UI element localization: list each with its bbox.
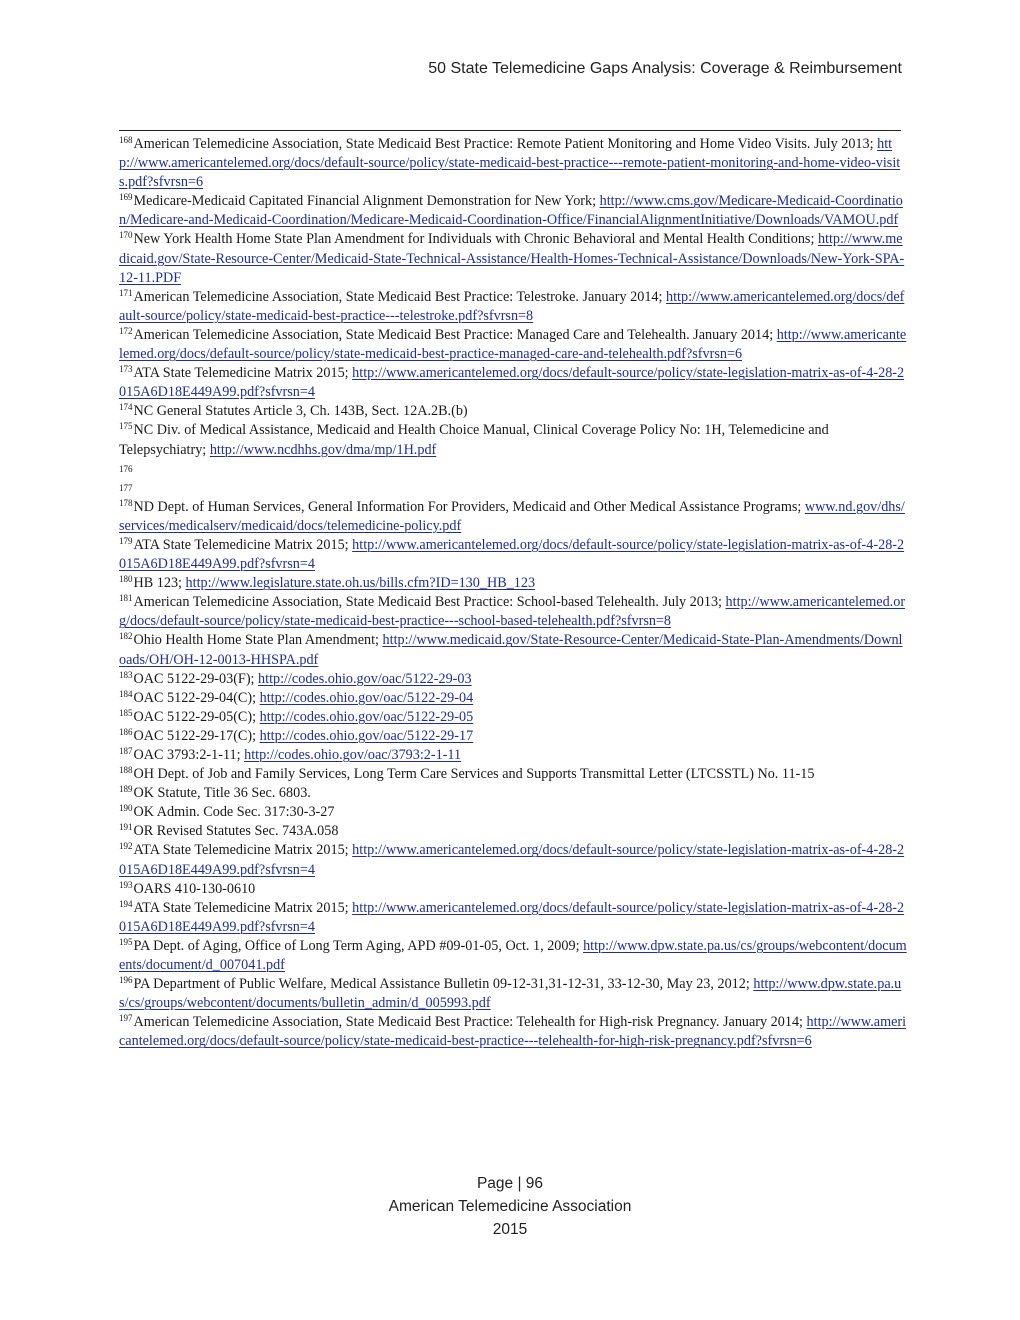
footnote-link[interactable]: http://codes.ohio.gov/oac/5122-29-17 xyxy=(259,727,474,744)
footnote-number: 168 xyxy=(119,135,133,145)
footnote-number: 184 xyxy=(119,688,133,699)
footnote-176 xyxy=(119,460,909,479)
footnote-number: 169 xyxy=(119,192,133,203)
footnote-text: NC Div. of Medical Assistance, Medicaid and Health Choice Manual, Clinical Coverage Policy No: 1H, Telemedicine and Telepsychiatry; xyxy=(119,422,829,458)
footnote-link[interactable]: http://www.americantelemed.org/docs/default-source/policy/state-legislation-matrix-as-of-4-28-2015A6D18E449A99.pdf?sfvrsn=4 xyxy=(119,536,905,573)
footnote-number: 173 xyxy=(119,364,133,375)
footnote-number: 183 xyxy=(119,669,133,680)
footnote-number: 192 xyxy=(119,841,133,852)
footnote-text: OAC 5122-29-05(C); xyxy=(133,708,260,725)
footnote-text: ATA State Telemedicine Matrix 2015; xyxy=(133,365,353,382)
footnote-link[interactable]: http://www.dpw.state.pa.us/cs/groups/webcontent/documents/document/d_007041.pdf xyxy=(119,937,907,974)
footnote-text: Ohio Health Home State Plan Amendment; xyxy=(133,632,383,649)
footnote-number: 191 xyxy=(119,822,133,833)
footnote-link[interactable]: http://codes.ohio.gov/oac/5122-29-03 xyxy=(258,670,472,687)
footnote-168 xyxy=(119,135,909,192)
footnote-text: American Telemedicine Association, State Medicaid Best Practice: Telehealth for High-risk Pregnancy. January 2014; xyxy=(133,1014,807,1031)
footnote-text: OAC 5122-29-04(C); xyxy=(133,689,260,706)
footnote-text: PA Department of Public Welfare, Medical Assistance Bulletin 09-12-31,31-12-31, 33-12-30, May 23, 2012; xyxy=(133,976,754,993)
footnote-172 xyxy=(119,326,909,364)
footnote-174 xyxy=(119,402,909,421)
footnote-link[interactable]: http://www.americantelemed.org/docs/default-source/policy/state-medicaid-best-practice---school-based-telehealth.pdf?sfvrsn=8 xyxy=(119,594,906,630)
footnote-number: 171 xyxy=(119,287,133,298)
footnote-link[interactable]: http://www.ncdhhs.gov/dma/mp/1H.pdf xyxy=(209,441,437,458)
footnote-text: ATA State Telemedicine Matrix 2015; xyxy=(133,899,353,916)
footnote-number: 177 xyxy=(119,482,133,493)
footnote-193 xyxy=(119,880,909,899)
footnote-separator xyxy=(119,130,901,131)
footnote-text: OAC 5122-29-17(C); xyxy=(133,727,260,744)
footnote-number: 182 xyxy=(119,631,133,642)
footnote-180 xyxy=(119,574,909,593)
footnote-number: 197 xyxy=(119,1013,133,1024)
footnote-link[interactable]: http://www.dpw.state.pa.us/cs/groups/webcontent/documents/bulletin_admin/d_005993.pdf xyxy=(119,976,902,1012)
footnote-183 xyxy=(119,670,909,689)
footnote-181 xyxy=(119,593,909,631)
footnote-text: ATA State Telemedicine Matrix 2015; xyxy=(133,842,353,859)
footnote-178 xyxy=(119,498,909,536)
footnote-192 xyxy=(119,841,909,879)
footnote-number: 190 xyxy=(119,803,133,814)
page-number: Page | 96 xyxy=(476,1175,544,1192)
footer-organization: American Telemedicine Association xyxy=(388,1198,632,1215)
footnote-number: 180 xyxy=(119,574,133,585)
footnote-194 xyxy=(119,899,909,937)
footnote-text: PA Dept. of Aging, Office of Long Term Aging, APD #09-01-05, Oct. 1, 2009; xyxy=(133,937,584,954)
footnote-link[interactable]: www.nd.gov/dhs/services/medicalserv/medicaid/docs/telemedicine-policy.pdf xyxy=(119,498,905,534)
footnote-text: OAC 5122-29-03(F); xyxy=(133,670,259,687)
footnote-link[interactable]: http://codes.ohio.gov/oac/5122-29-04 xyxy=(259,689,474,706)
footnote-170 xyxy=(119,230,909,287)
footnote-number: 179 xyxy=(119,535,133,546)
footnote-number: 178 xyxy=(119,497,133,508)
footnote-number: 172 xyxy=(119,325,133,336)
footnote-189 xyxy=(119,784,909,803)
footnote-text: OR Revised Statutes Sec. 743A.058 xyxy=(133,823,339,840)
footnote-text: ND Dept. of Human Services, General Information For Providers, Medicaid and Other Medical Assistance Programs; xyxy=(133,498,805,515)
footnote-link[interactable]: http://www.medicaid.gov/State-Resource-Center/Medicaid-State-Technical-Assistance/Health-Homes-Technical-Assistance/Downloads/New-York-SPA-12-11.PDF xyxy=(119,231,905,286)
footnote-number: 176 xyxy=(119,463,133,474)
footnote-169 xyxy=(119,192,909,230)
footnote-link[interactable]: http://www.americantelemed.org/docs/default-source/policy/state-medicaid-best-practice-managed-care-and-telehealth.pdf?sfvrsn=6 xyxy=(119,326,907,363)
footnote-188 xyxy=(119,765,909,784)
footnote-190 xyxy=(119,803,909,822)
footnote-text: American Telemedicine Association, State Medicaid Best Practice: Managed Care and Telehealth. January 2014; xyxy=(133,326,777,343)
footnote-link[interactable]: http://www.americantelemed.org/docs/default-source/policy/state-legislation-matrix-as-of-4-28-2015A6D18E449A99.pdf?sfvrsn=4 xyxy=(119,842,905,878)
footnote-text: New York Health Home State Plan Amendment for Individuals with Chronic Behavioral and Mental Health Conditions; xyxy=(133,231,818,248)
footnote-text: NC General Statutes Article 3, Ch. 143B, Sect. 12A.2B.(b) xyxy=(133,403,468,420)
footnote-number: 174 xyxy=(119,402,133,413)
footnote-text: OH Dept. of Job and Family Services, Long Term Care Services and Supports Transmittal Letter (LTCSSTL) No. 11-15 xyxy=(133,766,815,783)
footnote-number: 193 xyxy=(119,879,133,890)
footnote-number: 185 xyxy=(119,707,133,718)
footer-year: 2015 xyxy=(492,1221,528,1238)
footnote-link[interactable]: http://www.americantelemed.org/docs/default-source/policy/state-legislation-matrix-as-of-4-28-2015A6D18E449A99.pdf?sfvrsn=4 xyxy=(119,365,905,401)
footnote-number: 186 xyxy=(119,726,133,737)
footnote-text: American Telemedicine Association, State Medicaid Best Practice: Telestroke. January 2014; xyxy=(133,288,667,305)
footnote-177 xyxy=(119,479,909,498)
footnote-text: OAC 3793:2-1-11; xyxy=(133,747,245,763)
footnote-text: Medicare-Medicaid Capitated Financial Alignment Demonstration for New York; xyxy=(133,193,600,210)
footnote-link[interactable]: http://www.americantelemed.org/docs/default-source/policy/state-legislation-matrix-as-of-4-28-2015A6D18E449A99.pdf?sfvrsn=4 xyxy=(119,899,905,935)
footnote-link[interactable]: http://www.legislature.state.oh.us/bills.cfm?ID=130_HB_123 xyxy=(185,575,536,592)
footnote-number: 196 xyxy=(119,975,133,986)
footnote-link[interactable]: http://www.americantelemed.org/docs/default-source/policy/state-medicaid-best-practice---telehealth-for-high-risk-pregnancy.pdf?sfvrsn=6 xyxy=(119,1014,907,1050)
footnote-text: OK Statute, Title 36 Sec. 6803. xyxy=(133,785,311,802)
footnote-173 xyxy=(119,364,909,402)
running-header: 50 State Telemedicine Gaps Analysis: Coverage & Reimbursement xyxy=(428,60,902,77)
footnote-number: 187 xyxy=(119,746,133,756)
footnote-195 xyxy=(119,937,909,975)
footnote-link[interactable]: http://www.americantelemed.org/docs/default-source/policy/state-medicaid-best-practice---telestroke.pdf?sfvrsn=8 xyxy=(119,288,905,324)
footnote-text: American Telemedicine Association, State Medicaid Best Practice: School-based Telehealth. July 2013; xyxy=(133,594,726,611)
footnote-link[interactable]: http://www.americantelemed.org/docs/default-source/policy/state-medicaid-best-practice---remote-patient-monitoring-and-home-video-visits.pdf?sfvrsn=6 xyxy=(119,136,901,191)
footnotes-list xyxy=(119,135,909,1052)
footnote-184 xyxy=(119,689,909,708)
footnote-191 xyxy=(119,822,909,841)
footnote-link[interactable]: http://codes.ohio.gov/oac/3793:2-1-11 xyxy=(244,747,462,763)
footnote-179 xyxy=(119,536,909,574)
footnote-text: ATA State Telemedicine Matrix 2015; xyxy=(133,536,353,553)
footnote-text: American Telemedicine Association, State Medicaid Best Practice: Remote Patient Monitoring and Home Video Visits. July 2013; xyxy=(133,136,878,152)
footnote-link[interactable]: http://www.medicaid.gov/State-Resource-Center/Medicaid-State-Plan-Amendments/Downloads/OH/OH-12-0013-HHSPA.pdf xyxy=(119,632,903,668)
footnote-number: 194 xyxy=(119,898,133,909)
footnote-187 xyxy=(119,746,909,765)
footnote-text: OK Admin. Code Sec. 317:30-3-27 xyxy=(133,804,335,821)
footnote-link[interactable]: http://www.cms.gov/Medicare-Medicaid-Coordination/Medicare-and-Medicaid-Coordination/Medicare-Medicaid-Coordination-Office/FinancialAlignmentInitiative/Downloads/VAMOU.pdf xyxy=(119,193,903,229)
footnote-link[interactable]: http://codes.ohio.gov/oac/5122-29-05 xyxy=(259,708,474,725)
footnote-185 xyxy=(119,708,909,727)
footnote-182 xyxy=(119,631,909,669)
footnote-186 xyxy=(119,727,909,746)
page-footer xyxy=(0,1172,1020,1241)
footnote-175 xyxy=(119,421,909,459)
footnote-number: 175 xyxy=(119,421,133,432)
footnote-number: 195 xyxy=(119,936,133,947)
footnote-text: HB 123; xyxy=(133,575,186,592)
footnote-number: 188 xyxy=(119,765,133,776)
footnote-196 xyxy=(119,975,909,1013)
footnote-number: 170 xyxy=(119,230,133,241)
footnote-197 xyxy=(119,1013,909,1051)
footnote-number: 189 xyxy=(119,784,133,795)
footnote-number: 181 xyxy=(119,593,133,604)
footnote-171 xyxy=(119,288,909,326)
footnote-text: OARS 410-130-0610 xyxy=(133,880,256,897)
